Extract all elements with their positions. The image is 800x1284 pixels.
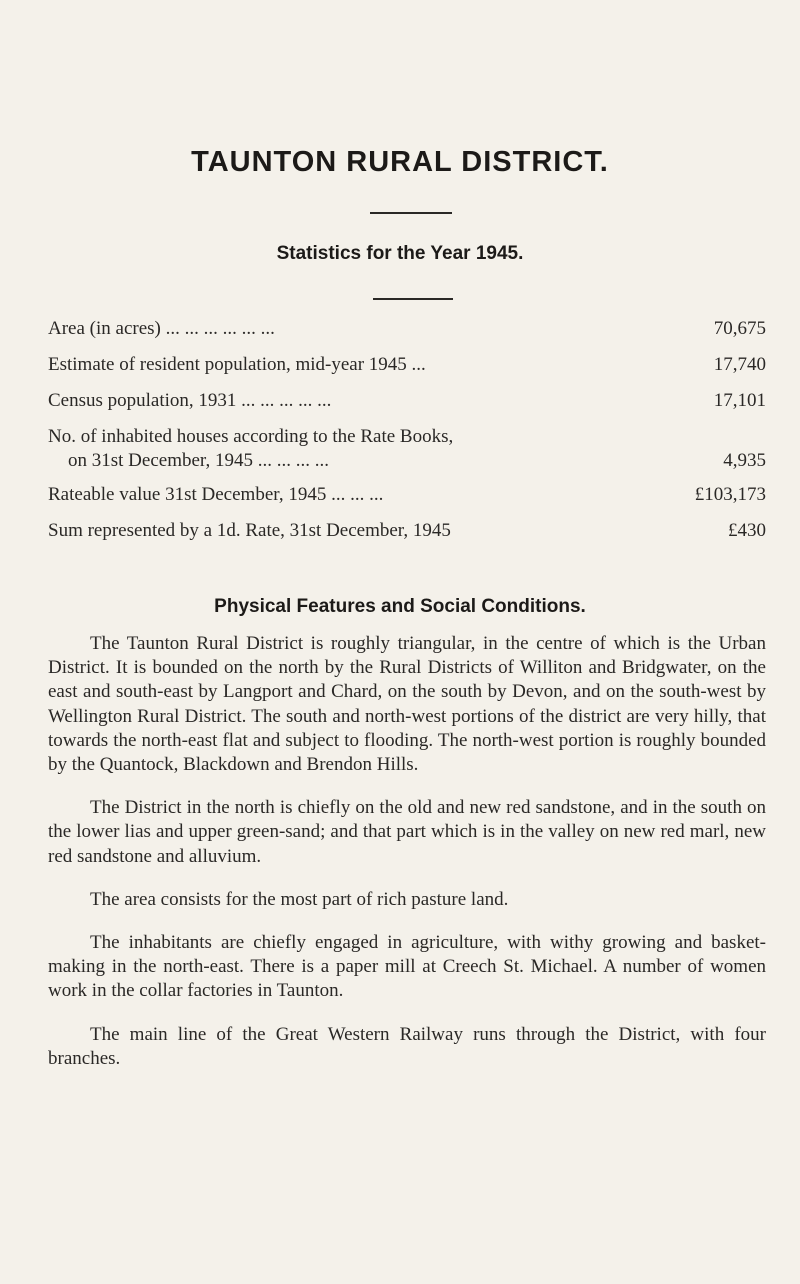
stat-label: Estimate of resident population, mid-year 1945 ... bbox=[48, 354, 426, 375]
stat-row-penny-rate bbox=[48, 520, 766, 556]
stat-row-area bbox=[48, 318, 766, 354]
document-subtitle: Statistics for the Year 1945. bbox=[276, 243, 524, 264]
stat-value: 17,740 bbox=[713, 354, 766, 375]
stat-row-population bbox=[48, 354, 766, 390]
document-title: TAUNTON RURAL DISTRICT. bbox=[191, 146, 609, 178]
section-heading: Physical Features and Social Conditions. bbox=[214, 596, 586, 617]
stat-row-census bbox=[48, 390, 766, 426]
stat-label: Rateable value 31st December, 1945 ... ... ... bbox=[48, 484, 384, 505]
stat-value: £430 bbox=[728, 520, 766, 541]
stat-label: Sum represented by a 1d. Rate, 31st December, 1945 bbox=[48, 520, 451, 541]
title-rule bbox=[370, 212, 452, 214]
stat-value: 17,101 bbox=[713, 390, 766, 411]
stat-row-houses bbox=[48, 426, 766, 484]
stat-label: Census population, 1931 ... ... ... ... ... bbox=[48, 390, 332, 411]
stat-value: 4,935 bbox=[723, 450, 766, 471]
paragraph: The inhabitants are chiefly engaged in agriculture, with withy growing and basket-making in the north-east. There is a paper mill at Creech St. Michael. A number of women work in the collar factories in Taunton. bbox=[48, 932, 766, 1002]
stat-row-rateable-value bbox=[48, 484, 766, 520]
paragraph: The main line of the Great Western Railway runs through the District, with four branches. bbox=[48, 1023, 766, 1069]
stat-label-continued: on 31st December, 1945 ... ... ... ... bbox=[68, 450, 329, 471]
statistics-table bbox=[48, 318, 766, 556]
paragraph: The District in the north is chiefly on the old and new red sandstone, and in the south on the lower lias and upper green-sand; and that part which is in the valley on new red marl, new red sandstone and alluvium. bbox=[48, 797, 766, 867]
stat-label: No. of inhabited houses according to the Rate Books, bbox=[48, 426, 454, 447]
paragraph: The area consists for the most part of rich pasture land. bbox=[90, 888, 509, 910]
section-body bbox=[48, 632, 766, 1090]
stat-value: 70,675 bbox=[713, 318, 766, 339]
subtitle-rule bbox=[373, 298, 453, 300]
stat-value: £103,173 bbox=[694, 484, 766, 505]
paragraph: The Taunton Rural District is roughly triangular, in the centre of which is the Urban District. It is bounded on the north by the Rural Districts of Williton and Bridgwater, on the east and south-east by Langport and Chard, on the south by Devon, and on the south-west by Wellington Rural District. The south and north-west portions of the district are very hilly, that towards the north-east flat and subject to flooding. The north-west portion is roughly bounded by the Quantock, Blackdown and Brendon Hills. bbox=[48, 633, 766, 776]
stat-label: Area (in acres) ... ... ... ... ... ... bbox=[48, 318, 275, 339]
